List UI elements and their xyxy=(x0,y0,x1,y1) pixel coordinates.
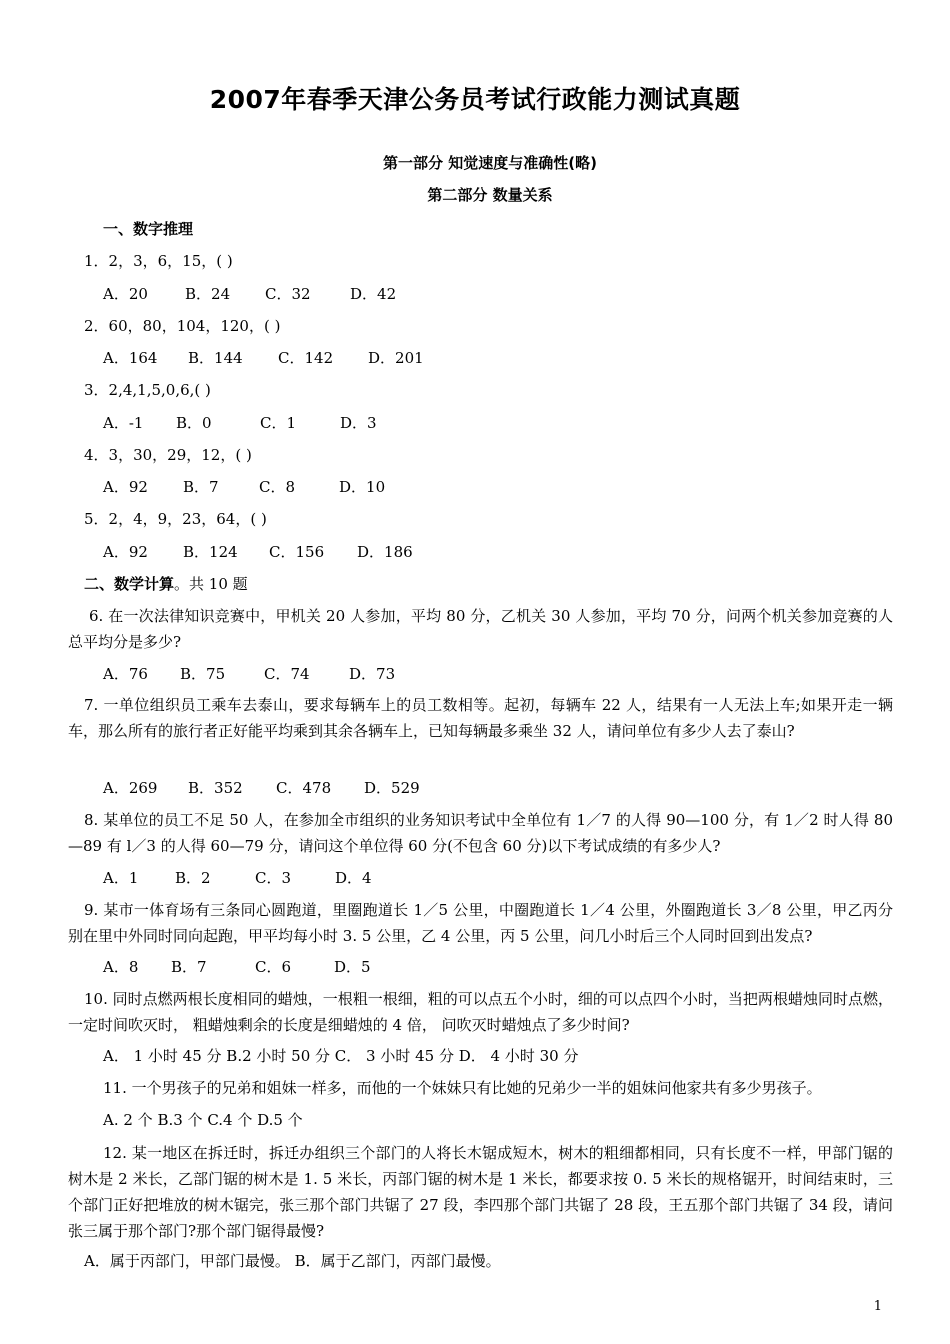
option-c: C．156 xyxy=(269,543,325,561)
question-10-options: A． 1 小时 45 分 B.2 小时 50 分 C． 3 小时 45 分 D． 4 小时 30 分 xyxy=(103,1047,579,1065)
question-11-options: A. 2 个 B.3 个 C.4 个 D.5 个 xyxy=(103,1111,303,1129)
option-d: D．10 xyxy=(339,478,386,496)
question-1-options xyxy=(103,281,396,307)
question-5-options xyxy=(103,539,413,565)
question-9-stem: 9. 某市一体育场有三条同心圆跑道，里圈跑道长 1／5 公里，中圈跑道长 1／4 公里，外圈跑道长 3／8 公里，甲乙丙分别在里中外同时同向起跑，甲平均每小时 3. 5 公里，乙 4 公里，丙 5 公里，问几小时后三个人同时回到出发点? xyxy=(68,901,893,945)
question-12-options: A．属于丙部门，甲部门最慢。 B．属于乙部门，丙部门最慢。 xyxy=(84,1252,501,1270)
question-5-stem: 5．2，4，9，23，64，( ) xyxy=(84,510,267,528)
option-c: C．32 xyxy=(265,285,311,303)
question-8-stem: 8. 某单位的员工不足 50 人，在参加全市组织的业务知识考试中全单位有 1／7 的人得 90—100 分，有 1／2 时人得 80—89 有 l／3 的人得 60—79 分，请问这个单位得 60 分(不包含 60 分)以下考试成绩的有多少人? xyxy=(68,811,893,855)
option-d: D．42 xyxy=(350,285,397,303)
question-4-options xyxy=(103,474,385,500)
part-two-heading: 第二部分 数量关系 xyxy=(427,186,553,204)
option-a: A．269 xyxy=(103,779,158,797)
option-a: A．92 xyxy=(103,478,148,496)
option-b: B．7 xyxy=(171,958,207,976)
question-12-stem: 12. 某一地区在拆迁时，拆迁办组织三个部门的人将长木锯成短木，树木的粗细都相同，只有长度不一样，甲部门锯的树木是 2 米长，乙部门锯的树木是 1. 5 米长，丙部门锯的树木是 1 米长，都要求按 0. 5 米长的规格锯开，时间结束时，三个部门正好把堆放的树木锯完，张三那个部门共锯了 27 段，李四那个部门共锯了 28 段，王五那个部门共锯了 34 段，请问张三属于那个部门?那个部门锯得最慢? xyxy=(68,1144,893,1240)
option-a: A．164 xyxy=(103,349,158,367)
option-d: D．5 xyxy=(334,958,371,976)
option-b: B．144 xyxy=(188,349,243,367)
option-c: C．142 xyxy=(278,349,334,367)
question-10-stem: 10. 同时点燃两根长度相同的蜡烛，一根粗一根细，粗的可以点五个小时，细的可以点四个小时，当把两根蜡烛同时点燃， 一定时间吹灭时， 粗蜡烛剩余的长度是细蜡烛的 4 倍， 问吹灭时蜡烛点了多少时间? xyxy=(68,990,893,1034)
section-math-calculation xyxy=(84,571,248,597)
section-note: 。共 10 题 xyxy=(174,575,248,593)
question-8-options xyxy=(103,865,372,891)
option-d: D．3 xyxy=(340,414,377,432)
question-9-options xyxy=(103,954,371,980)
question-3-options xyxy=(103,410,377,436)
option-a: A．1 xyxy=(103,869,139,887)
question-7-stem: 7. 一单位组织员工乘车去泰山，要求每辆车上的员工数相等。起初，每辆车 22 人，结果有一人无法上车;如果开走一辆车，那么所有的旅行者正好能平均乘到其余各辆车上，已知每辆最多乘坐 32 人，请问单位有多少人去了泰山? xyxy=(68,696,893,740)
option-d: D．73 xyxy=(349,665,396,683)
option-c: C．478 xyxy=(276,779,332,797)
page-number: 1 xyxy=(873,1299,882,1314)
option-c: C．6 xyxy=(255,958,292,976)
option-b: B．24 xyxy=(185,285,231,303)
option-a: A．20 xyxy=(103,285,148,303)
option-b: B．75 xyxy=(180,665,226,683)
option-b: B．352 xyxy=(188,779,243,797)
question-2-stem: 2．60，80，104，120，( ) xyxy=(84,317,281,335)
option-d: D．186 xyxy=(357,543,413,561)
question-2-options xyxy=(103,345,424,371)
question-3-stem: 3．2,4,1,5,0,6,( ) xyxy=(84,381,211,399)
option-a: A．8 xyxy=(103,958,139,976)
question-6-stem: 6. 在一次法律知识竞赛中，甲机关 20 人参加，平均 80 分，乙机关 30 人参加，平均 70 分，问两个机关参加竞赛的人总平均分是多少? xyxy=(68,607,893,651)
section-number-reasoning: 一、数字推理 xyxy=(103,220,194,238)
document-title: 2007年春季天津公务员考试行政能力测试真题 xyxy=(209,85,741,114)
option-c: C．3 xyxy=(255,869,292,887)
question-11-stem: 11. 一个男孩子的兄弟和姐妹一样多，而他的一个妹妹只有比她的兄弟少一半的姐妹问他家共有多少男孩子。 xyxy=(103,1079,822,1097)
option-a: A．-1 xyxy=(103,414,144,432)
option-b: B．0 xyxy=(176,414,212,432)
option-d: D．529 xyxy=(364,779,420,797)
option-c: C．74 xyxy=(264,665,310,683)
question-7-options xyxy=(103,775,420,801)
part-one-heading: 第一部分 知觉速度与准确性(略) xyxy=(383,154,597,172)
option-d: D．201 xyxy=(368,349,424,367)
option-c: C．1 xyxy=(260,414,297,432)
option-b: B．2 xyxy=(175,869,211,887)
option-d: D．4 xyxy=(335,869,372,887)
question-6-options xyxy=(103,661,395,687)
question-4-stem: 4．3，30，29，12，( ) xyxy=(84,446,252,464)
section-title: 二、数学计算 xyxy=(84,575,175,593)
option-b: B．124 xyxy=(183,543,238,561)
question-1-stem: 1．2，3，6，15，( ) xyxy=(84,252,233,270)
option-a: A．76 xyxy=(103,665,148,683)
option-a: A．92 xyxy=(103,543,148,561)
option-b: B．7 xyxy=(183,478,219,496)
option-c: C．8 xyxy=(259,478,296,496)
